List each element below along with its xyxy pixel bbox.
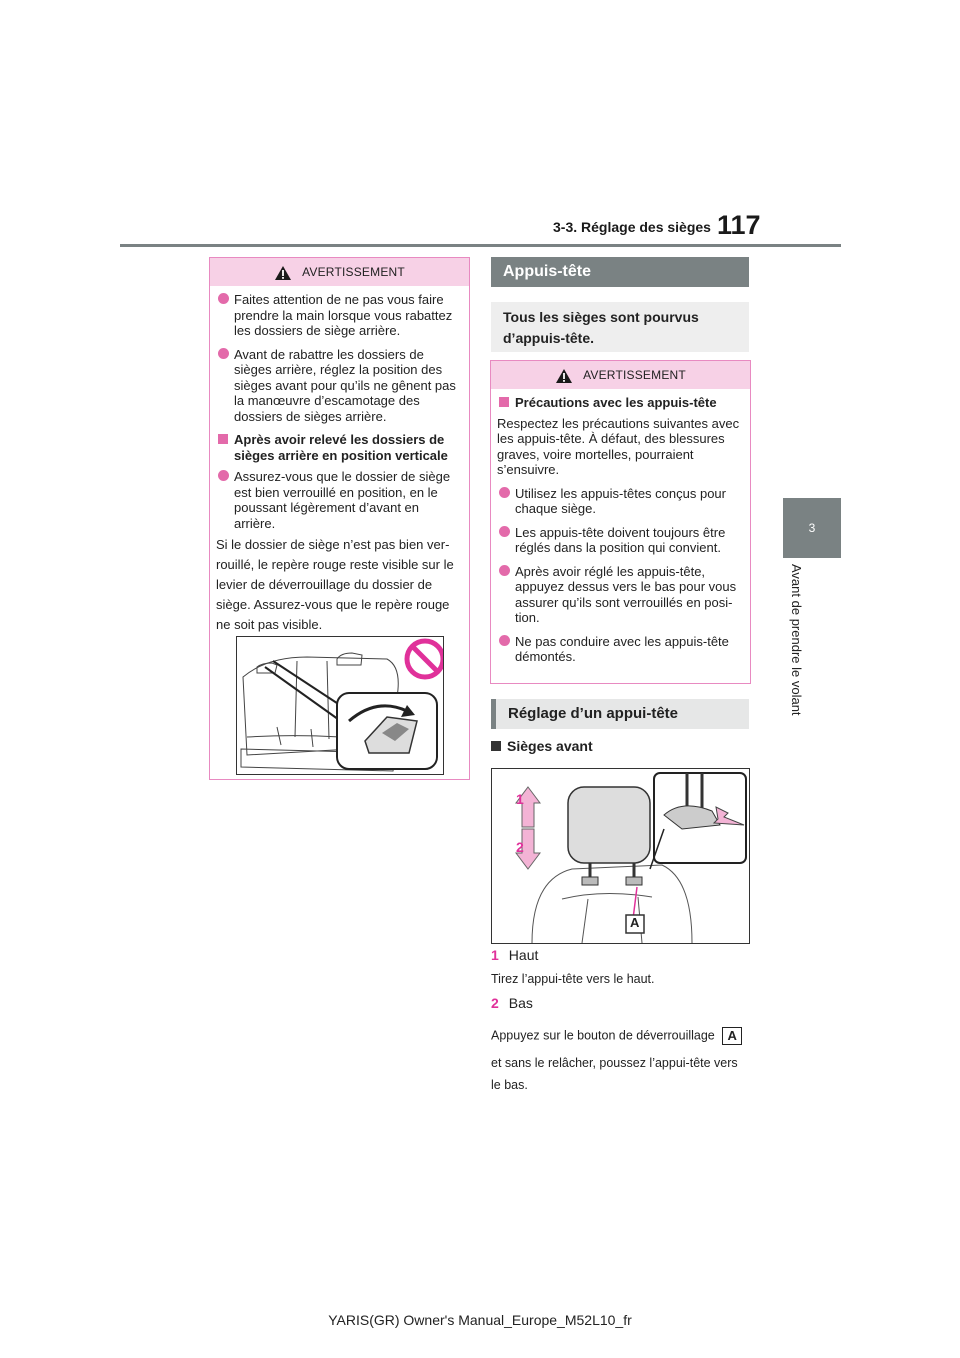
bullet-icon	[499, 526, 510, 537]
warning-triangle-icon	[274, 265, 292, 281]
warning-subheading: Après avoir relevé les dossiers de sièges arrière en position verticale	[216, 432, 463, 463]
chapter-tab-area	[783, 558, 841, 748]
chapter-tab: 3	[783, 498, 841, 558]
list-item: Assurez-vous que le dossier de siège est bien verrouillé en position, en le poussant légèrement d’avant en arrière.	[216, 469, 463, 531]
bullet-icon	[499, 565, 510, 576]
step-label: Bas	[508, 995, 533, 1011]
step-number: 1	[491, 947, 499, 963]
step-1-desc: Tirez l’appui-tête vers le haut.	[491, 972, 655, 986]
headrest-illustration	[491, 768, 750, 944]
intro-box: Tous les sièges sont pourvus d’appuis-tête.	[491, 302, 749, 352]
rear-seat-illustration	[236, 636, 444, 775]
release-button-badge: A	[722, 1027, 742, 1045]
page-number: 117	[717, 210, 761, 240]
figure-label-down: 2	[516, 839, 524, 855]
list-item: Faites attention de ne pas vous faire prendre la main lorsque vous rabattez les dossiers de siège arrière.	[216, 292, 463, 339]
warning-title: AVERTISSEMENT	[583, 368, 686, 382]
page-title: Appuis-tête	[491, 257, 749, 287]
warning-triangle-icon	[555, 368, 573, 384]
list-item: Avant de rabattre les dossiers de sièges arrière, réglez la position des sièges avant pour qu’ils ne gênent pas la manœuvre d’escamotage des dossiers de sièges arrière.	[216, 347, 463, 425]
list-item: Les appuis-tête doivent toujours être réglés dans la position qui convient.	[497, 525, 744, 556]
figure-label-release: A	[630, 915, 640, 930]
bullet-icon	[218, 470, 229, 481]
warning-subheading: Précautions avec les appuis-tête	[497, 395, 744, 411]
square-bullet-icon	[218, 434, 228, 444]
section-heading: 3-3. Réglage des sièges	[553, 219, 711, 235]
warning-paragraph: Si le dossier de siège n’est pas bien ver- rouillé, le repère rouge reste visible sur le levier de déverrouillage du dossier de siège. Assurez-vous que le repère rouge ne soit pas visible.	[216, 537, 454, 632]
warning-paragraph: Respectez les précautions suivantes avec les appuis-tête. À défaut, des blessures graves, voire mortelles, pourraient s’ensuivre.	[497, 415, 740, 477]
bullet-icon	[499, 635, 510, 646]
bullet-icon	[218, 293, 229, 304]
figure-label-up: 1	[516, 791, 524, 807]
list-item: Après avoir réglé les appuis-tête, appuyez dessus vers le bas pour vous assurer qu’ils sont verrouillés en posi-tion.	[497, 564, 744, 626]
step-2	[491, 995, 533, 1011]
step-number: 2	[491, 995, 499, 1011]
headrest-figure	[492, 769, 749, 943]
step-label: Haut	[508, 947, 539, 963]
footer: YARIS(GR) Owner's Manual_Europe_M52L10_fr	[328, 1312, 632, 1328]
square-bullet-icon	[491, 741, 501, 751]
bullet-icon	[218, 348, 229, 359]
step-2-continuation: et sans le relâcher, poussez l’appui-tête vers le bas.	[491, 1056, 738, 1092]
front-seats-heading: Sièges avant	[491, 738, 593, 754]
right-warning-box	[490, 360, 751, 684]
header-rule	[120, 244, 841, 247]
list-item: Utilisez les appuis-têtes conçus pour chaque siège.	[497, 486, 744, 517]
bullet-icon	[499, 487, 510, 498]
rear-seat-lock-figure	[237, 637, 443, 774]
step-1	[491, 947, 538, 963]
warning-header	[491, 361, 750, 389]
square-bullet-icon	[499, 397, 509, 407]
step-2-desc: Appuyez sur le bouton de déverrouillage A	[491, 1027, 742, 1045]
list-item: Ne pas conduire avec les appuis-tête démontés.	[497, 634, 744, 665]
left-warning-box	[209, 257, 470, 780]
warning-header	[210, 258, 469, 286]
section-subtitle: Réglage d’un appui-tête	[491, 699, 749, 729]
chapter-title: Avant de prendre le volant	[789, 564, 804, 716]
warning-title: AVERTISSEMENT	[302, 265, 405, 279]
